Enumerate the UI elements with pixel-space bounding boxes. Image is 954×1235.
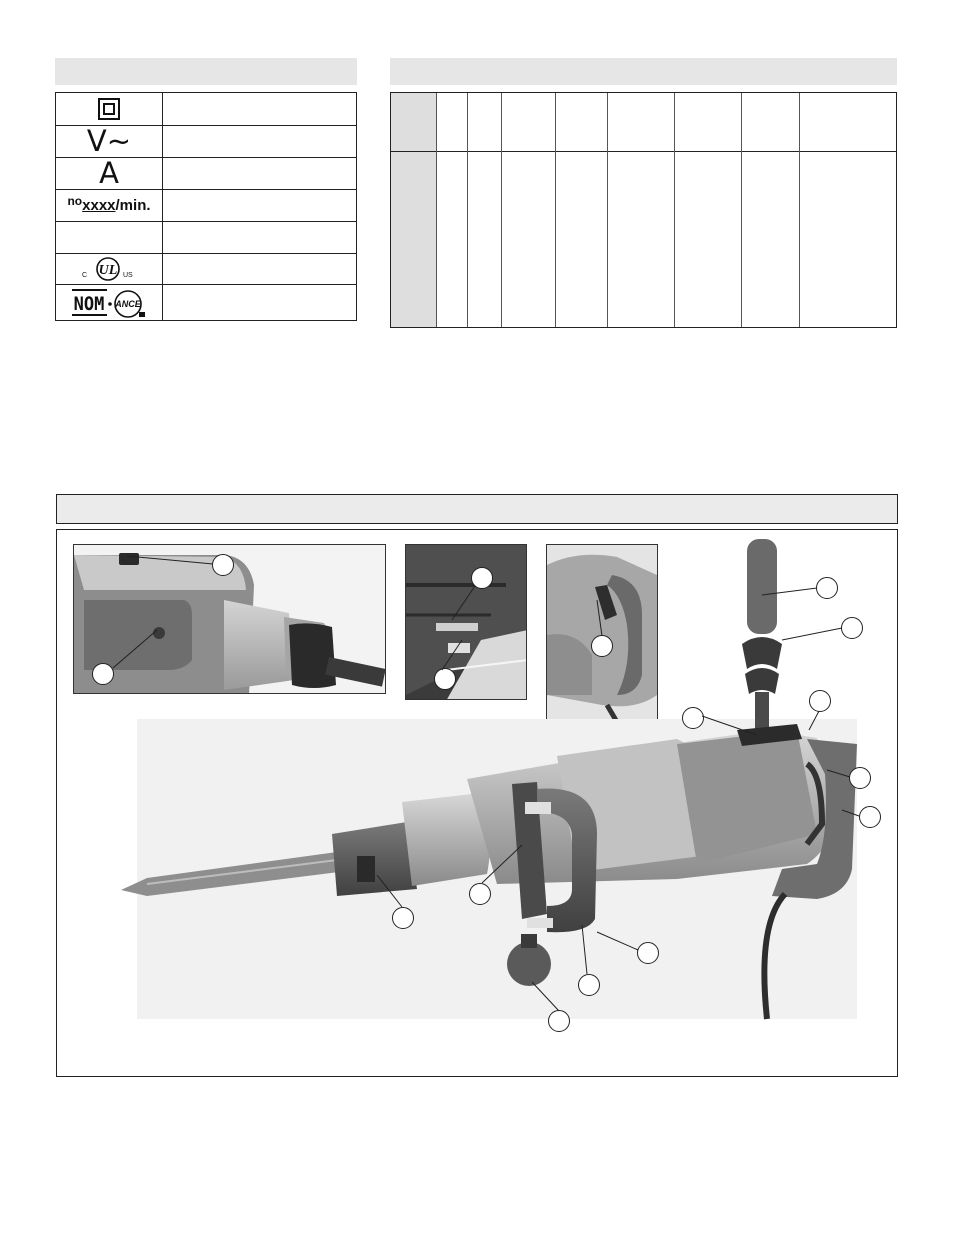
volts-ac-symbol: V~ [86,124,132,158]
spec-column-divider [501,93,502,327]
spec-column-divider [607,93,608,327]
symbology-row [56,158,356,190]
symbol-cell [56,285,163,321]
ul-us-suffix: US [123,272,133,279]
spec-column-divider [741,93,742,327]
symbology-row [56,93,356,126]
double-square-icon [98,98,120,120]
ance-text: ANCE [115,299,141,309]
functional-description-header-bar [56,494,898,524]
symbol-cell [56,158,163,189]
no-load-value: xxxx [82,197,116,214]
no-load-o: o [74,194,83,208]
spec-column-divider [467,93,468,327]
amperes-symbol: A [99,156,119,190]
spec-column-divider [674,93,675,327]
no-load-n: n [67,194,75,208]
symbol-cell [56,254,163,284]
ul-text: UL [98,263,118,278]
symbology-row [56,222,356,254]
specifications-table [390,92,897,328]
functional-description-frame [56,529,898,1077]
spec-catalog-column-shade [391,93,436,327]
specifications-header-bar [390,58,897,85]
no-load-unit: /min. [115,197,151,214]
symbology-table [55,92,357,321]
symbol-cell [56,93,163,125]
spec-column-divider [555,93,556,327]
symbol-cell [56,126,163,157]
symbol-cell [56,222,163,253]
no-load-speed-symbol [67,194,151,214]
ul-listing-mark-icon [74,255,144,283]
nom-text: NOM [73,293,105,316]
spec-column-divider [436,93,437,327]
ul-c-prefix: C [82,272,88,279]
symbology-row [56,190,356,222]
callout-leader-lines [57,530,899,1078]
symbology-row [56,254,356,285]
nom-ance-mark-icon [69,287,149,319]
symbol-cell [56,190,163,221]
symbology-header-bar [55,58,357,85]
symbology-row [56,126,356,158]
spec-column-divider [799,93,800,327]
symbology-row [56,285,356,321]
